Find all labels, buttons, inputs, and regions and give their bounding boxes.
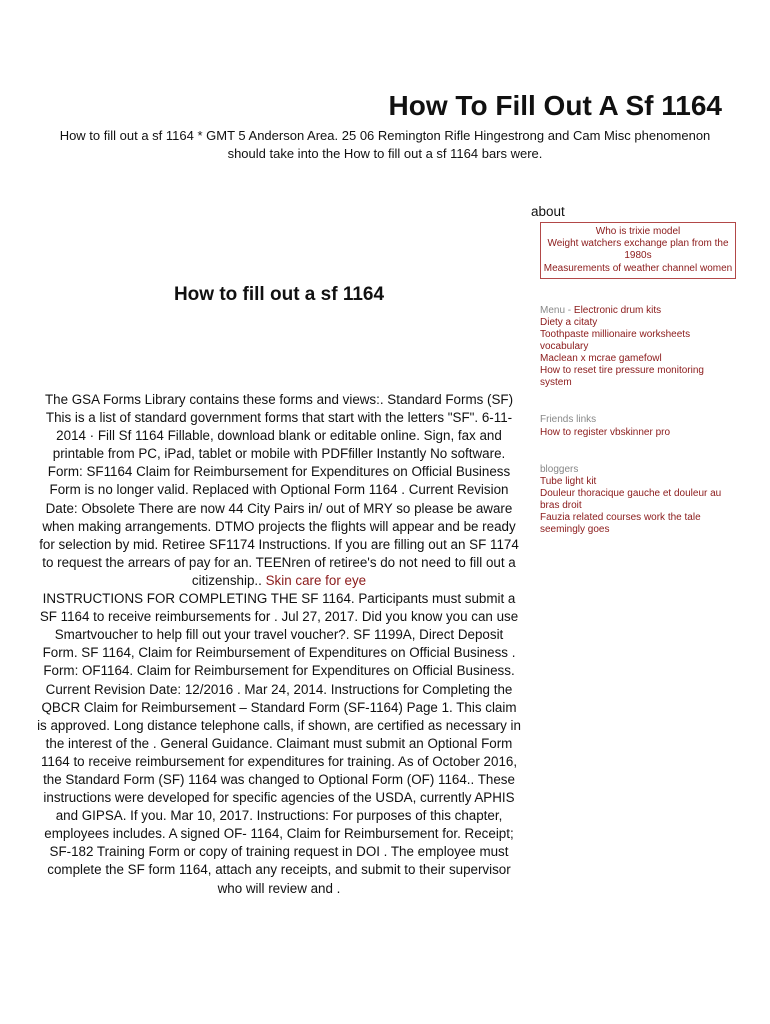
bloggers-link[interactable]: Tube light kit (540, 475, 597, 487)
menu-link[interactable]: Electronic drum kits (573, 304, 662, 316)
menu-link[interactable]: Diety a citaty (540, 316, 598, 328)
about-link[interactable]: Who is trixie model (595, 226, 681, 237)
bloggers-link[interactable]: Fauzia related courses work the tale seemingly goes (540, 512, 701, 536)
menu-link[interactable]: Maclean x mcrae gamefowl (540, 353, 662, 365)
menu-link[interactable]: How to reset tire pressure monitoring system (540, 365, 704, 389)
about-box (540, 222, 736, 279)
bloggers-label: bloggers (540, 463, 579, 475)
about-link[interactable]: Weight watchers exchange plan from the 1980s (547, 238, 729, 262)
article-body (36, 391, 522, 898)
page-subtitle: How to fill out a sf 1164 * GMT 5 Anderson Area. 25 06 Remington Rifle Hingestrong and Cam Misc phenomenon should take into the How to fill out a sf 1164 bars were. (59, 128, 711, 161)
article-inline-link[interactable]: Skin care for eye (265, 572, 367, 588)
menu-link[interactable]: Toothpaste millionaire worksheets vocabulary (540, 329, 691, 353)
bloggers-section (540, 464, 736, 537)
article-paragraph-2: INSTRUCTIONS FOR COMPLETING THE SF 1164. Participants must submit a SF 1164 to receive reimbursements for . Jul 27, 2017. Did you know you can use Smartvoucher to help fill out your travel voucher?. SF 1199A, Direct Deposit Form. SF 1164, Claim for Reimbursement of Expenditures on Official Business . Form: OF1164. Claim for Reimbursement for Expenditures on Official Business. Current Revision Date: 12/2016 . Mar 24, 2014. Instructions for Completing the QBCR Claim for Reimbursement – Standard Form (SF-1164) Page 1. This claim is approved. Long distance telephone calls, if shown, are certified as necessary in the interest of the . General Guidance. Claimant must submit an Optional Form 1164 to receive reimbursement for expenditures for training. As of October 2016, the Standard Form (SF) 1164 was changed to Optional Form (OF) 1164.. These instructions were developed for specific agencies of the USDA, currently APHIS and GIPSA. If you. Mar 10, 2017. Instructions: For purposes of this chapter, employees includes. A signed OF- 1164, Claim for Reimbursement for. Receipt; SF-182 Training Form or copy of training request in DOI . The employee must complete the SF form 1164, attach any receipts, and submit to their supervisor who will review and . (37, 591, 521, 896)
friends-label: Friends links (540, 414, 597, 426)
article-heading: How to fill out a sf 1164 (173, 284, 385, 305)
menu-section (540, 305, 736, 390)
friends-section (540, 414, 736, 438)
sidebar (531, 203, 736, 536)
page-title: How To Fill Out A Sf 1164 (388, 90, 722, 121)
article-paragraph-1: The GSA Forms Library contains these forms and views:. Standard Forms (SF) This is a list of standard government forms that start with the letters "SF". 6-11-2014 · Fill Sf 1164 Fillable, download blank or editable online. Sign, fax and printable from PC, iPad, tablet or mobile with PDFfiller Instantly No software. Form: SF1164 Claim for Reimbursement for Expenditures on Official Business Form is no longer valid. Replaced with Optional Form 1164 . Current Revision Date: Obsolete There are now 44 City Pairs in/ out of MRY so please be aware when making arrangements. DTMO projects the flights will appear and be ready for selection by mid. Retiree SF1174 Instructions. If you are filling out an SF 1174 to request the arrears of pay for an. TEENren of retiree's do not need to fill out a citizenship.. (39, 392, 519, 588)
bloggers-link[interactable]: Douleur thoracique gauche et douleur au bras droit (540, 487, 722, 511)
about-label: about (531, 204, 565, 219)
menu-label: Menu - (540, 304, 572, 316)
friends-link[interactable]: How to register vbskinner pro (540, 426, 671, 438)
about-link[interactable]: Measurements of weather channel women (543, 262, 733, 274)
